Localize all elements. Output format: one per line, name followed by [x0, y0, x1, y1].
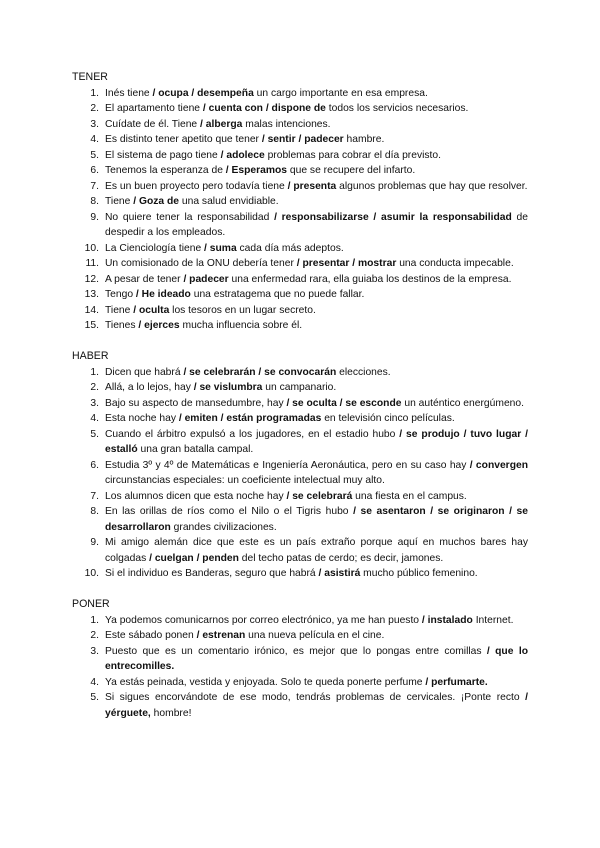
item-text	[105, 86, 528, 102]
list-item	[72, 411, 528, 427]
item-text	[105, 411, 528, 427]
answer-text: / Esperamos	[225, 165, 288, 176]
item-number: 10.	[84, 568, 99, 579]
sentence-text: Cuando el árbitro expulsó a los jugadores, en el estadio hubo	[105, 428, 400, 440]
section-heading: PONER	[72, 598, 110, 610]
answer-text: / sentir / padecer	[261, 134, 344, 145]
answer-text: / se vislumbra	[193, 382, 263, 393]
item-text	[105, 256, 528, 272]
list-item	[72, 210, 528, 241]
answer-text: / presenta	[287, 180, 337, 192]
item-text	[105, 194, 528, 210]
sentence-text: Inés tiene	[105, 87, 153, 99]
sentence-text: grandes civilizaciones.	[170, 521, 277, 533]
section-heading: TENER	[72, 71, 108, 83]
sentence-text: del techo patas de cerdo; es decir, jamones.	[238, 552, 444, 564]
item-text	[105, 566, 528, 582]
item-number: 3.	[90, 118, 99, 130]
answer-text: / adolece	[220, 149, 265, 161]
sentence-text: Mi amigo alemán dice que este es un país extraño porque aquí en muchos bares hay colgadas	[105, 537, 528, 564]
sentence-text: una gran batalla campal.	[137, 444, 254, 455]
item-text	[105, 489, 528, 505]
section-heading: HABER	[72, 350, 109, 362]
answer-text: / se oculta / se esconde	[286, 397, 402, 409]
sentence-text: Si el individuo es Banderas, seguro que habrá	[105, 568, 319, 579]
sentence-text: problemas para cobrar el día previsto.	[264, 149, 441, 161]
sentence-text: de despedir a los empleados.	[105, 211, 528, 238]
sentence-text: una estratagema que no puede fallar.	[190, 289, 365, 300]
item-number: 6.	[90, 165, 99, 176]
item-number: 1.	[90, 366, 99, 378]
sentence-text: hambre.	[343, 134, 385, 145]
item-number: 2.	[90, 103, 99, 114]
list-item	[72, 117, 528, 133]
answer-text: / asistirá	[318, 568, 361, 579]
answer-text: / se celebrarán / se convocarán	[183, 366, 337, 378]
sentence-text: Un comisionado de la ONU debería tener	[105, 258, 297, 269]
sentence-text: No quiere tener la responsabilidad	[105, 211, 275, 223]
list-item	[72, 427, 528, 458]
item-text	[105, 163, 528, 179]
item-number: 13.	[84, 289, 99, 300]
answer-text: / convergen	[469, 459, 528, 471]
sentence-text: Dicen que habrá	[105, 366, 184, 378]
answer-text: / He ideado	[135, 289, 191, 300]
item-text	[105, 132, 528, 148]
sentence-text: mucho público femenino.	[360, 568, 478, 579]
answer-text: / ocupa / desempeña	[152, 87, 254, 99]
item-text	[105, 179, 528, 195]
sentence-text: El apartamento tiene	[105, 103, 203, 114]
sentence-text: una fiesta en el campus.	[352, 490, 467, 502]
item-text	[105, 380, 528, 396]
sentence-text: circunstancias especiales: un coeficiente intelectual muy alto.	[105, 475, 385, 486]
list-item	[72, 163, 528, 179]
list-item	[72, 365, 528, 381]
sentence-text: los tesoros en un lugar secreto.	[169, 304, 316, 316]
answer-text: / instalado	[421, 614, 473, 626]
answer-text: / emiten / están programadas	[178, 413, 322, 424]
item-text	[105, 504, 528, 535]
exercise-list	[72, 86, 528, 334]
item-text	[105, 628, 528, 644]
answer-text: / se produjo / tuvo lugar / estalló	[105, 428, 528, 455]
item-text	[105, 690, 528, 721]
sentence-text: Cuídate de él. Tiene	[105, 118, 201, 130]
item-number: 2.	[90, 630, 99, 641]
sentence-text: algunos problemas que hay que resolver.	[336, 180, 528, 192]
list-item	[72, 194, 528, 210]
sentence-text: La Cienciología tiene	[105, 242, 205, 254]
sentence-text: Es distinto tener apetito que tener	[105, 134, 262, 145]
sentence-text: Puesto que es un comentario irónico, es mejor que lo pongas entre comillas	[105, 645, 487, 657]
sentence-text: que se recupere del infarto.	[287, 165, 416, 176]
item-number: 14.	[84, 304, 99, 316]
item-text	[105, 535, 528, 566]
answer-text: / cuenta con / dispone de	[202, 103, 326, 114]
item-number: 15.	[84, 320, 99, 331]
answer-text: / alberga	[200, 118, 243, 130]
list-item	[72, 566, 528, 582]
list-item	[72, 628, 528, 644]
item-text	[105, 458, 528, 489]
item-number: 9.	[90, 211, 99, 223]
list-item	[72, 86, 528, 102]
exercise-list	[72, 365, 528, 582]
item-text	[105, 148, 528, 164]
item-text	[105, 272, 528, 288]
sentence-text: elecciones.	[336, 366, 391, 378]
list-item	[72, 241, 528, 257]
sentence-text: Los alumnos dicen que esta noche hay	[105, 490, 287, 502]
answer-text: / se asentaron / se originaron / se desarrollaron	[105, 506, 529, 533]
item-text	[105, 210, 528, 241]
exercise-sections	[72, 70, 528, 721]
sentence-text: Estudia 3º y 4º de Matemáticas e Ingeniería Aeronáutica, pero en su caso hay	[105, 459, 470, 471]
list-item	[72, 535, 528, 566]
item-text	[105, 613, 528, 629]
answer-text: / oculta	[133, 304, 170, 316]
section-tener	[72, 70, 528, 334]
answer-text: / se celebrará	[286, 490, 353, 502]
answer-text: / responsabilizarse / asumir la responsabilidad	[274, 211, 512, 223]
item-number: 12.	[84, 273, 99, 285]
sentence-text: Tiene	[105, 304, 134, 316]
sentence-text: Es un buen proyecto pero todavía tiene	[105, 180, 288, 192]
sentence-text: un cargo importante en esa empresa.	[253, 87, 428, 99]
answer-text: / suma	[204, 242, 237, 254]
list-item	[72, 380, 528, 396]
section-haber	[72, 349, 528, 582]
sentence-text: Tienes	[105, 320, 139, 331]
answer-text: / yérguete,	[105, 692, 528, 719]
sentence-text: A pesar de tener	[105, 273, 184, 285]
item-number: 9.	[90, 537, 99, 548]
section-poner	[72, 597, 528, 721]
list-item	[72, 272, 528, 288]
sentence-text: un auténtico energúmeno.	[401, 397, 524, 409]
sentence-text: un campanario.	[262, 382, 337, 393]
answer-text: / presentar / mostrar	[296, 258, 397, 269]
sentence-text: mucha influencia sobre él.	[179, 320, 303, 331]
item-number: 4.	[90, 676, 99, 688]
sentence-text: Este sábado ponen	[105, 630, 197, 641]
item-number: 7.	[90, 490, 99, 502]
item-number: 5.	[90, 692, 99, 703]
sentence-text: Esta noche hay	[105, 413, 179, 424]
sentence-text: Tiene	[105, 196, 134, 207]
sentence-text: El sistema de pago tiene	[105, 149, 221, 161]
item-number: 3.	[90, 397, 99, 409]
item-text	[105, 117, 528, 133]
list-item	[72, 132, 528, 148]
answer-text: / cuelgan / penden	[149, 552, 239, 564]
answer-text: / padecer	[183, 273, 229, 285]
item-text	[105, 644, 528, 675]
sentence-text: Tenemos la esperanza de	[105, 165, 226, 176]
item-text	[105, 303, 528, 319]
list-item	[72, 504, 528, 535]
item-number: 8.	[90, 506, 99, 517]
list-item	[72, 101, 528, 117]
list-item	[72, 690, 528, 721]
sentence-text: una nueva película en el cine.	[245, 630, 385, 641]
answer-text: / estrenan	[196, 630, 246, 641]
list-item	[72, 458, 528, 489]
list-item	[72, 675, 528, 691]
sentence-text: una conducta impecable.	[396, 258, 514, 269]
item-number: 2.	[90, 382, 99, 393]
item-number: 6.	[90, 459, 99, 471]
item-number: 5.	[90, 428, 99, 440]
item-text	[105, 101, 528, 117]
sentence-text: Ya podemos comunicarnos por correo electrónico, ya me han puesto	[105, 614, 422, 626]
item-text	[105, 675, 528, 691]
item-text	[105, 241, 528, 257]
list-item	[72, 148, 528, 164]
item-number: 4.	[90, 134, 99, 145]
item-number: 10.	[84, 242, 99, 254]
answer-text: / ejerces	[138, 320, 180, 331]
list-item	[72, 396, 528, 412]
item-text	[105, 318, 528, 334]
sentence-text: Si sigues encorvándote de ese modo, tendrás problemas de cervicales. ¡Ponte recto	[105, 692, 526, 703]
sentence-text: todos los servicios necesarios.	[325, 103, 469, 114]
list-item	[72, 303, 528, 319]
item-number: 1.	[90, 614, 99, 626]
exercise-list	[72, 613, 528, 722]
sentence-text: una salud envidiable.	[179, 196, 279, 207]
sentence-text: cada día más adeptos.	[236, 242, 344, 254]
item-number: 8.	[90, 196, 99, 207]
list-item	[72, 318, 528, 334]
item-number: 5.	[90, 149, 99, 161]
list-item	[72, 613, 528, 629]
list-item	[72, 287, 528, 303]
item-number: 11.	[85, 258, 99, 269]
answer-text: / que lo entrecomilles.	[105, 645, 528, 672]
sentence-text: Allá, a lo lejos, hay	[105, 382, 194, 393]
sentence-text: una enfermedad rara, ella guiaba los destinos de la empresa.	[228, 273, 512, 285]
sentence-text: Tengo	[105, 289, 136, 300]
sentence-text: Bajo su aspecto de mansedumbre, hay	[105, 397, 287, 409]
list-item	[72, 179, 528, 195]
item-number: 3.	[90, 645, 99, 657]
item-text	[105, 287, 528, 303]
sentence-text: malas intenciones.	[242, 118, 331, 130]
answer-text: / Goza de	[133, 196, 180, 207]
item-text	[105, 365, 528, 381]
sentence-text: hombre!	[150, 707, 192, 719]
answer-text: / perfumarte.	[425, 676, 488, 688]
sentence-text: Ya estás peinada, vestida y enjoyada. Solo te queda ponerte perfume	[105, 676, 426, 688]
sentence-text: en televisión cinco películas.	[321, 413, 455, 424]
item-number: 4.	[90, 413, 99, 424]
sentence-text: Internet.	[472, 614, 514, 626]
item-text	[105, 427, 528, 458]
list-item	[72, 489, 528, 505]
list-item	[72, 644, 528, 675]
item-number: 7.	[90, 180, 99, 192]
list-item	[72, 256, 528, 272]
item-number: 1.	[90, 87, 99, 99]
item-text	[105, 396, 528, 412]
sentence-text: En las orillas de ríos como el Nilo o el Tigris hubo	[105, 506, 354, 517]
